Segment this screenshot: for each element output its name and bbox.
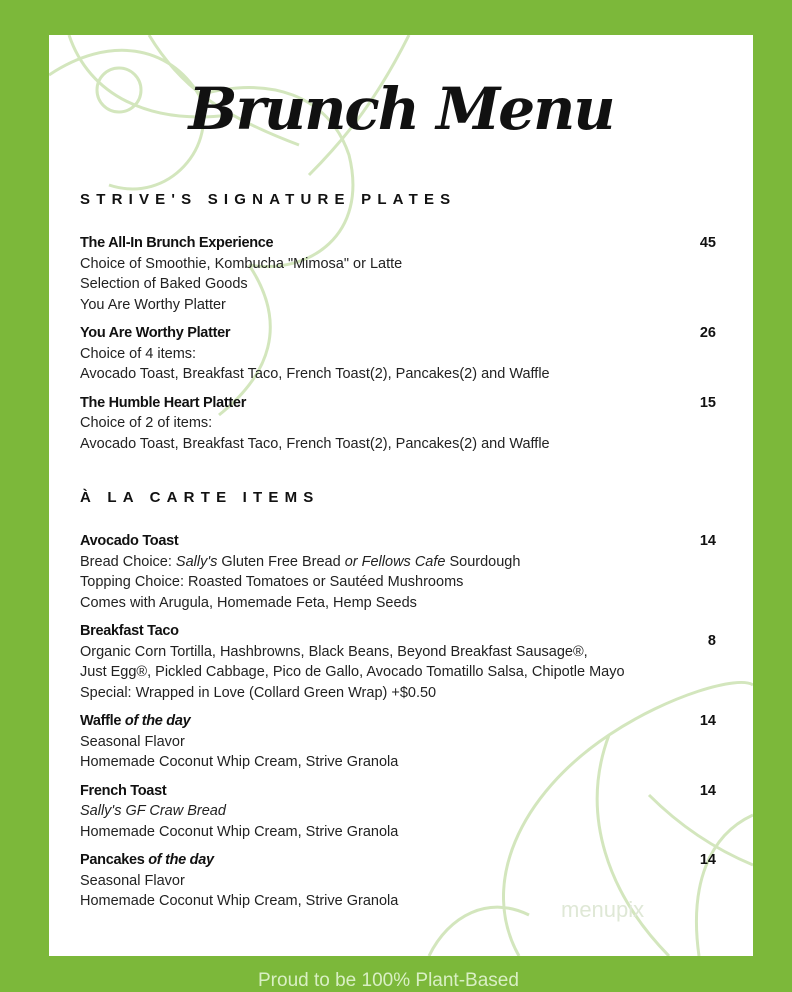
item-description-line [80, 642, 716, 663]
text-segment: Choice of 4 items: [80, 345, 197, 362]
section-heading: STRIVE'S SIGNATURE PLATES [80, 191, 457, 208]
text-segment: Homemade Coconut Whip Cream, Strive Granola [80, 893, 399, 909]
item-description-line [80, 683, 716, 704]
text-segment: Avocado Toast [80, 533, 179, 549]
item-description-line [80, 732, 716, 753]
item-description-line [80, 434, 716, 455]
menu-item [80, 531, 716, 613]
text-segment: Homemade Coconut Whip Cream, Strive Granola [80, 823, 399, 840]
footer-tagline: Proud to be 100% Plant-Based [258, 970, 519, 991]
watermark: menupix [561, 897, 645, 922]
text-segment: Sally's GF Craw Bread [80, 803, 226, 819]
menu-item [80, 621, 716, 703]
item-name [80, 393, 716, 414]
item-name [80, 233, 716, 254]
item-description-line [80, 572, 716, 593]
text-segment: or Fellows Cafe [344, 553, 446, 570]
section-heading: À LA CARTE ITEMS [80, 489, 320, 506]
text-segment: Avocado Toast, Breakfast Taco, French Toast(2), Pancakes(2) and Waffle [80, 366, 550, 382]
text-segment: Sourdough [445, 553, 521, 570]
item-name [80, 621, 716, 642]
item-description-line [80, 295, 716, 316]
text-segment: Pancakes [80, 852, 149, 868]
text-segment: Choice of Smoothie, Kombucha "Mimosa" or Latte [80, 255, 403, 272]
item-description-line [80, 552, 716, 573]
item-price: 15 [699, 394, 716, 411]
text-segment: Seasonal Flavor [80, 733, 185, 750]
item-description-line [80, 344, 716, 365]
text-segment: Comes with Arugula, Homemade Feta, Hemp Seeds [80, 594, 417, 611]
menu-item [80, 323, 716, 385]
item-description-line [80, 413, 716, 434]
item-description-line [80, 593, 716, 614]
text-segment: Waffle [80, 713, 125, 729]
text-segment: Gluten Free Bread [217, 553, 345, 570]
text-segment: You Are Worthy Platter [80, 325, 231, 341]
text-segment: of the day [124, 713, 191, 729]
item-description-line [80, 274, 716, 295]
menu-panel [49, 35, 753, 956]
text-segment: Homemade Coconut Whip Cream, Strive Granola [80, 754, 399, 770]
item-name [80, 781, 716, 802]
item-price: 45 [699, 235, 716, 251]
text-segment: The Humble Heart Platter [80, 394, 247, 411]
item-description-line [80, 871, 716, 892]
text-segment: Organic Corn Tortilla, Hashbrowns, Black Beans, Beyond Breakfast Sausage®, [80, 643, 588, 660]
menu-item [80, 711, 716, 773]
menu-item [80, 233, 716, 315]
item-price: 14 [699, 533, 716, 549]
item-price: 14 [699, 713, 716, 729]
text-segment: Sally's [175, 553, 218, 570]
text-segment: Breakfast Taco [80, 623, 179, 639]
text-segment: You Are Worthy Platter [80, 296, 226, 313]
text-segment: Special: Wrapped in Love (Collard Green Wrap) +$0.50 [80, 684, 437, 701]
text-segment: Avocado Toast, Breakfast Taco, French Toast(2), Pancakes(2) and Waffle [80, 435, 550, 452]
item-description-line [80, 254, 716, 275]
item-price: 14 [699, 782, 716, 799]
item-price: 26 [699, 325, 716, 341]
item-description-line [80, 364, 716, 385]
text-segment: Just Egg®, Pickled Cabbage, Pico de Gallo, Avocado Tomatillo Salsa, Chipotle Mayo [80, 664, 625, 680]
item-name [80, 711, 716, 732]
item-name [80, 323, 716, 344]
item-description-line [80, 752, 716, 773]
text-segment: Topping Choice: Roasted Tomatoes or Sautéed Mushrooms [80, 574, 464, 590]
text-segment: The All-In Brunch Experience [80, 235, 274, 251]
menu-title: Brunch Menu [188, 75, 614, 143]
text-segment: French Toast [80, 782, 167, 799]
item-price: 8 [707, 633, 716, 649]
menu-item [80, 781, 716, 843]
menu-item [80, 393, 716, 455]
item-name [80, 850, 716, 871]
item-description-line [80, 822, 716, 843]
item-description-line [80, 662, 716, 683]
text-segment: of the day [148, 852, 214, 868]
item-description-line [80, 801, 716, 822]
text-segment: Seasonal Flavor [80, 872, 185, 889]
section-a-la-carte [80, 489, 716, 920]
section-signature-plates [80, 191, 716, 462]
text-segment: Bread Choice: [80, 553, 176, 570]
item-name [80, 531, 716, 552]
item-price: 14 [699, 852, 716, 868]
text-segment: Selection of Baked Goods [80, 276, 248, 292]
text-segment: Choice of 2 of items: [80, 415, 213, 431]
